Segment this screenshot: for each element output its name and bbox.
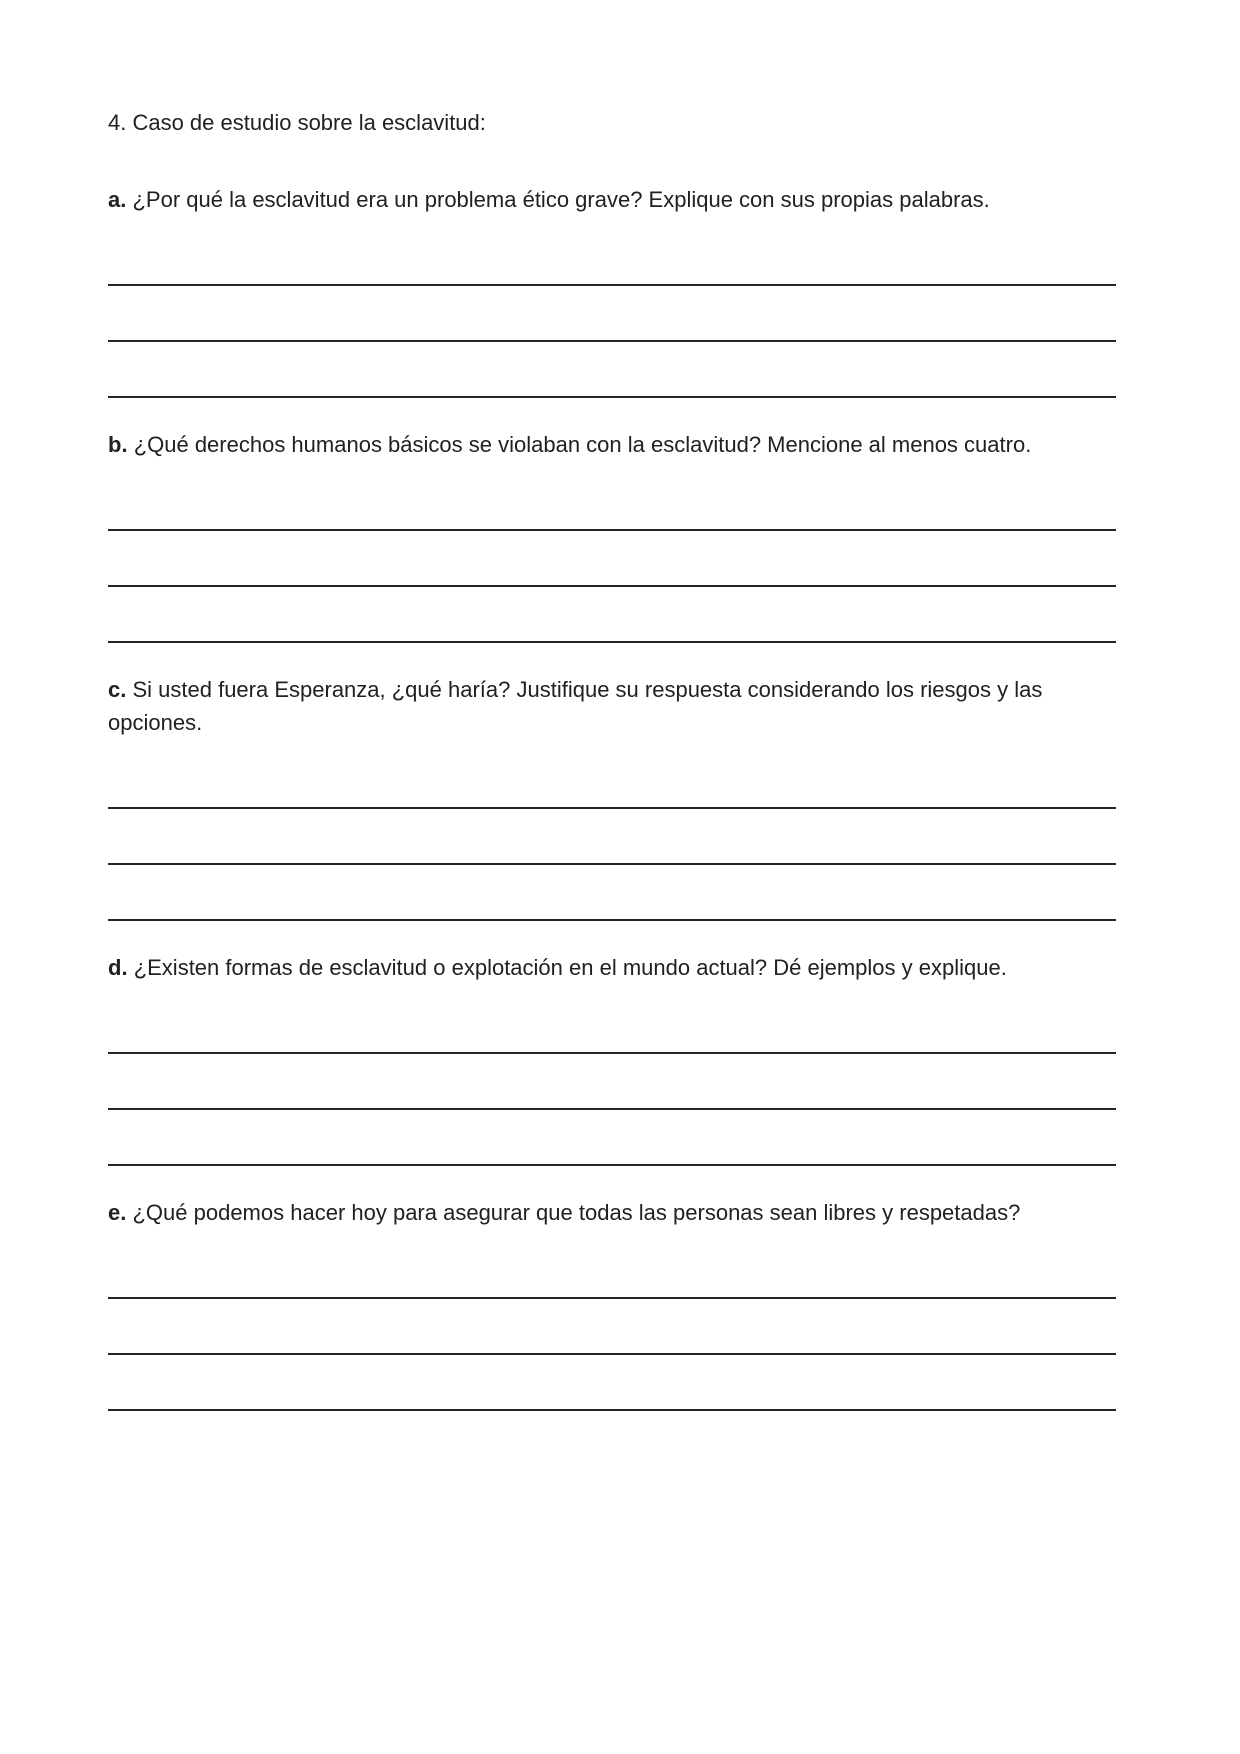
answer-line xyxy=(108,865,1116,921)
question-c-answers xyxy=(108,753,1116,921)
question-a-body: ¿Por qué la esclavitud era un problema ético grave? Explique con sus propias palabras. xyxy=(132,187,990,212)
answer-line xyxy=(108,475,1116,531)
answer-line xyxy=(108,1243,1116,1299)
answer-line xyxy=(108,809,1116,865)
question-a-text xyxy=(108,183,1048,216)
answer-line xyxy=(108,1299,1116,1355)
answer-line xyxy=(108,531,1116,587)
question-b-answers xyxy=(108,475,1116,643)
question-e-label: e. xyxy=(108,1200,127,1225)
question-a-answers xyxy=(108,230,1116,398)
answer-line xyxy=(108,286,1116,342)
question-a-label: a. xyxy=(108,187,127,212)
answer-line xyxy=(108,587,1116,643)
question-e xyxy=(108,1196,1124,1411)
section-title: 4. Caso de estudio sobre la esclavitud: xyxy=(108,110,486,135)
answer-line xyxy=(108,342,1116,398)
answer-line xyxy=(108,998,1116,1054)
question-c-text xyxy=(108,673,1048,739)
answer-line xyxy=(108,230,1116,286)
question-b-label: b. xyxy=(108,432,128,457)
question-b-text xyxy=(108,428,1048,461)
question-d-label: d. xyxy=(108,955,128,980)
question-e-answers xyxy=(108,1243,1116,1411)
question-e-text xyxy=(108,1196,1048,1229)
question-d-answers xyxy=(108,998,1116,1166)
answer-line xyxy=(108,1110,1116,1166)
question-a xyxy=(108,183,1124,398)
question-d xyxy=(108,951,1124,1166)
question-e-body: ¿Qué podemos hacer hoy para asegurar que todas las personas sean libres y respetadas? xyxy=(132,1200,1021,1225)
answer-line xyxy=(108,1355,1116,1411)
question-d-body: ¿Existen formas de esclavitud o explotación en el mundo actual? Dé ejemplos y explique. xyxy=(133,955,1007,980)
answer-line xyxy=(108,1054,1116,1110)
question-d-text xyxy=(108,951,1048,984)
question-c-label: c. xyxy=(108,677,127,702)
answer-line xyxy=(108,753,1116,809)
question-c-body: Si usted fuera Esperanza, ¿qué haría? Justifique su respuesta considerando los riesgos y las opciones. xyxy=(108,677,1043,735)
question-c xyxy=(108,673,1124,921)
question-b-body: ¿Qué derechos humanos básicos se violaban con la esclavitud? Mencione al menos cuatro. xyxy=(133,432,1032,457)
question-b xyxy=(108,428,1124,643)
